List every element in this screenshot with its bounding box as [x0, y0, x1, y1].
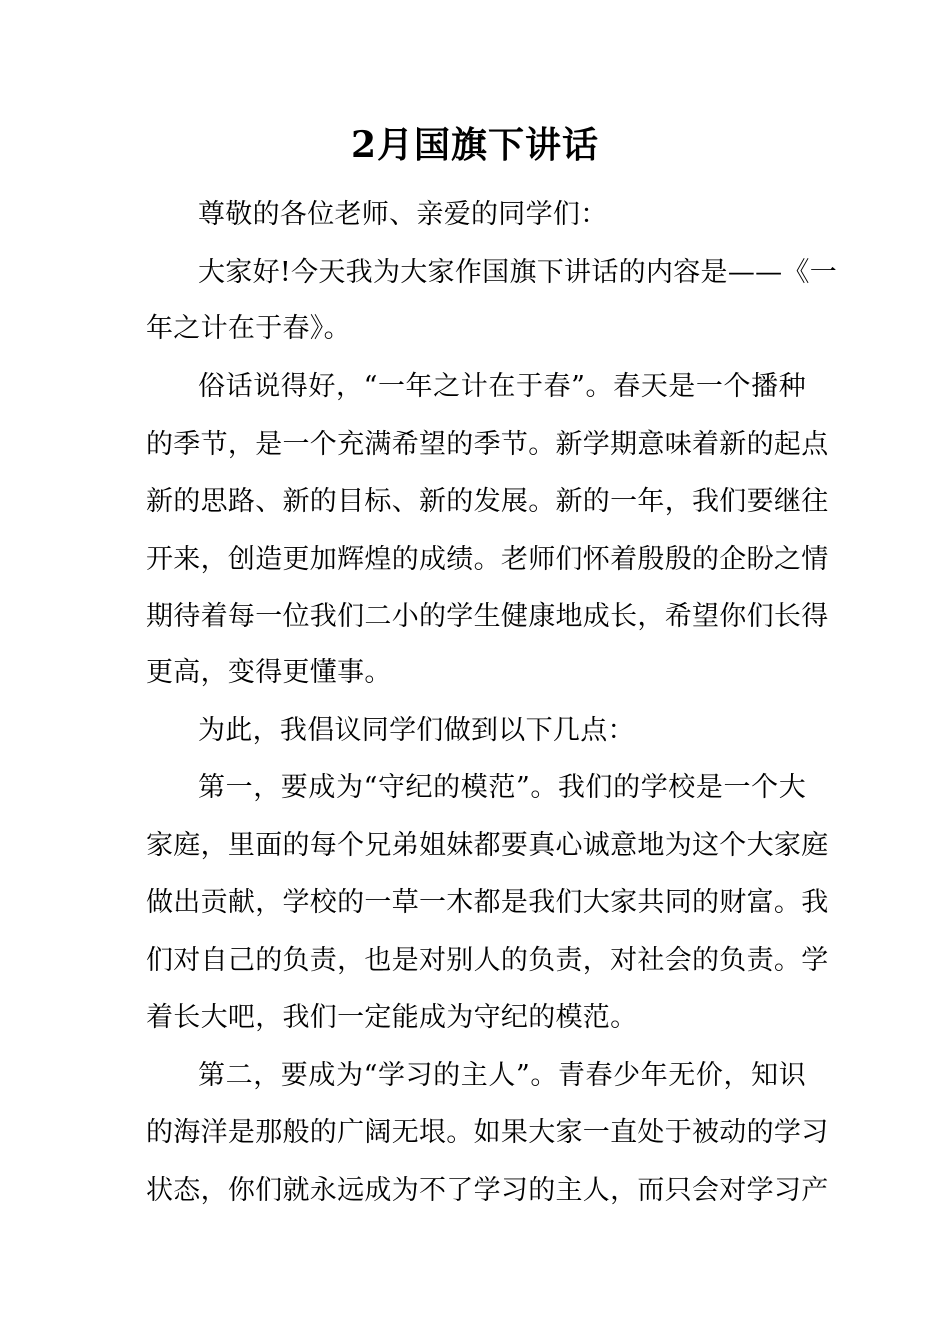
- text-line: 着长大吧，我们一定能成为守纪的模范。: [146, 1002, 638, 1033]
- text-line: 开来，创造更加辉煌的成绩。老师们怀着殷殷的企盼之情: [146, 544, 829, 575]
- text-line: 第二，要成为“学习的主人”。青春少年无价，知识: [198, 1060, 806, 1091]
- text-line: 为此，我倡议同学们做到以下几点：: [198, 715, 635, 746]
- text-line: 的季节，是一个充满希望的季节。新学期意味着新的起点: [146, 429, 829, 460]
- text-line: 状态，你们就永远成为不了学习的主人，而只会对学习产: [146, 1175, 829, 1206]
- text-line: 做出贡献，学校的一草一木都是我们大家共同的财富。我: [146, 887, 829, 918]
- text-line: 更高，变得更懂事。: [146, 657, 392, 688]
- text-line: 们对自己的负责，也是对别人的负责，对社会的负责。学: [146, 945, 829, 976]
- text-line: 期待着每一位我们二小的学生健康地成长，希望你们长得: [146, 601, 829, 632]
- text-line: 第一，要成为“守纪的模范”。我们的学校是一个大: [198, 772, 806, 803]
- text-line: 大家好!今天我为大家作国旗下讲话的内容是——《一: [198, 257, 838, 288]
- text-line: 家庭，里面的每个兄弟姐妹都要真心诚意地为这个大家庭: [146, 830, 829, 861]
- text-line: 新的思路、新的目标、新的发展。新的一年，我们要继往: [146, 486, 829, 517]
- page-title: 2月国旗下讲话: [350, 124, 600, 166]
- salutation-line: 尊敬的各位老师、亲爱的同学们：: [198, 199, 608, 230]
- text-line: 年之计在于春》。: [146, 313, 351, 344]
- text-line: 的海洋是那般的广阔无垠。如果大家一直处于被动的学习: [146, 1117, 829, 1148]
- text-line: 俗话说得好，“一年之计在于春”。春天是一个播种: [198, 371, 806, 402]
